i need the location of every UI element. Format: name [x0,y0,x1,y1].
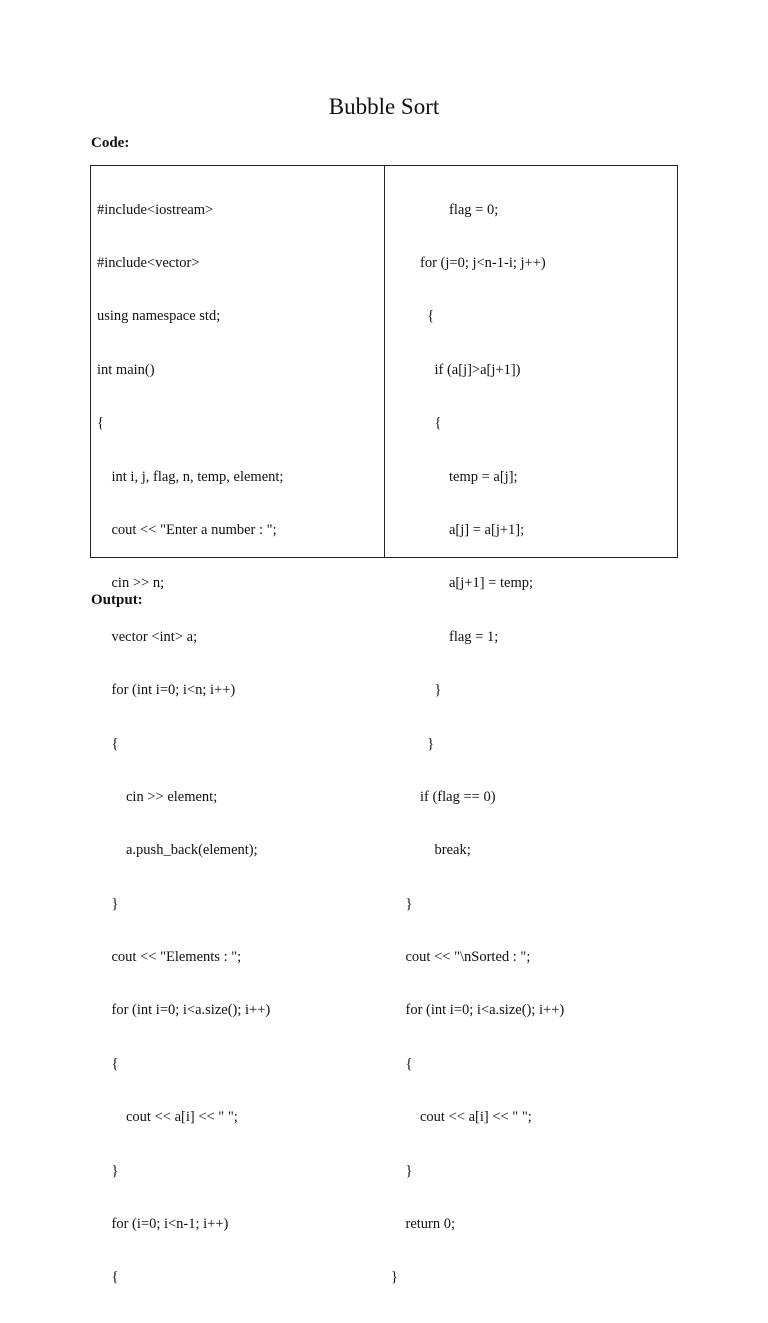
code-line: #include<vector> [97,254,200,271]
code-line: } [391,682,442,699]
code-line: flag = 1; [391,628,499,645]
code-line: { [97,735,119,752]
output-heading: Output: [91,592,143,608]
code-line: cout << "\nSorted : "; [391,949,531,966]
code-line: { [97,1269,119,1286]
code-line: for (j=0; j<n-1-i; j++) [391,254,546,271]
code-line: int i, j, flag, n, temp, element; [97,468,284,485]
code-line: { [97,1055,119,1072]
code-line: for (i=0; i<n-1; i++) [97,1216,229,1233]
code-line: { [391,308,435,325]
code-line: #include<iostream> [97,201,214,218]
code-line: flag = 0; [391,201,499,218]
code-line: } [391,1269,398,1286]
code-line: for (int i=0; i<a.size(); i++) [391,1002,565,1019]
code-line: cin >> element; [97,788,218,805]
code-line: } [97,1162,119,1179]
code-line: cout << a[i] << " "; [391,1109,532,1126]
code-line: cin >> n; [97,575,165,592]
code-line: cout << a[i] << " "; [97,1109,238,1126]
code-line: { [391,415,442,432]
code-line: break; [391,842,471,859]
code-line: } [391,1162,413,1179]
code-line: for (int i=0; i<n; i++) [97,682,236,699]
code-line: } [391,895,413,912]
code-line: cout << "Elements : "; [97,949,242,966]
code-line: a.push_back(element); [97,842,258,859]
code-line: using namespace std; [97,308,221,325]
code-line: if (flag == 0) [391,788,496,805]
code-line: vector <int> a; [97,628,198,645]
code-line: { [391,1055,413,1072]
code-line: cout << "Enter a number : "; [97,521,277,538]
code-column-right [385,166,677,1286]
code-line: } [391,735,435,752]
code-line: if (a[j]>a[j+1]) [391,361,521,378]
code-line: int main() [97,361,155,378]
page-title: Bubble Sort [328,94,440,119]
code-line: } [97,895,119,912]
code-line: a[j] = a[j+1]; [391,521,525,538]
code-heading: Code: [91,135,130,151]
code-line: a[j+1] = temp; [391,575,533,592]
code-line: { [97,415,104,432]
code-line: for (int i=0; i<a.size(); i++) [97,1002,271,1019]
code-line: return 0; [391,1216,456,1233]
code-line: temp = a[j]; [391,468,518,485]
